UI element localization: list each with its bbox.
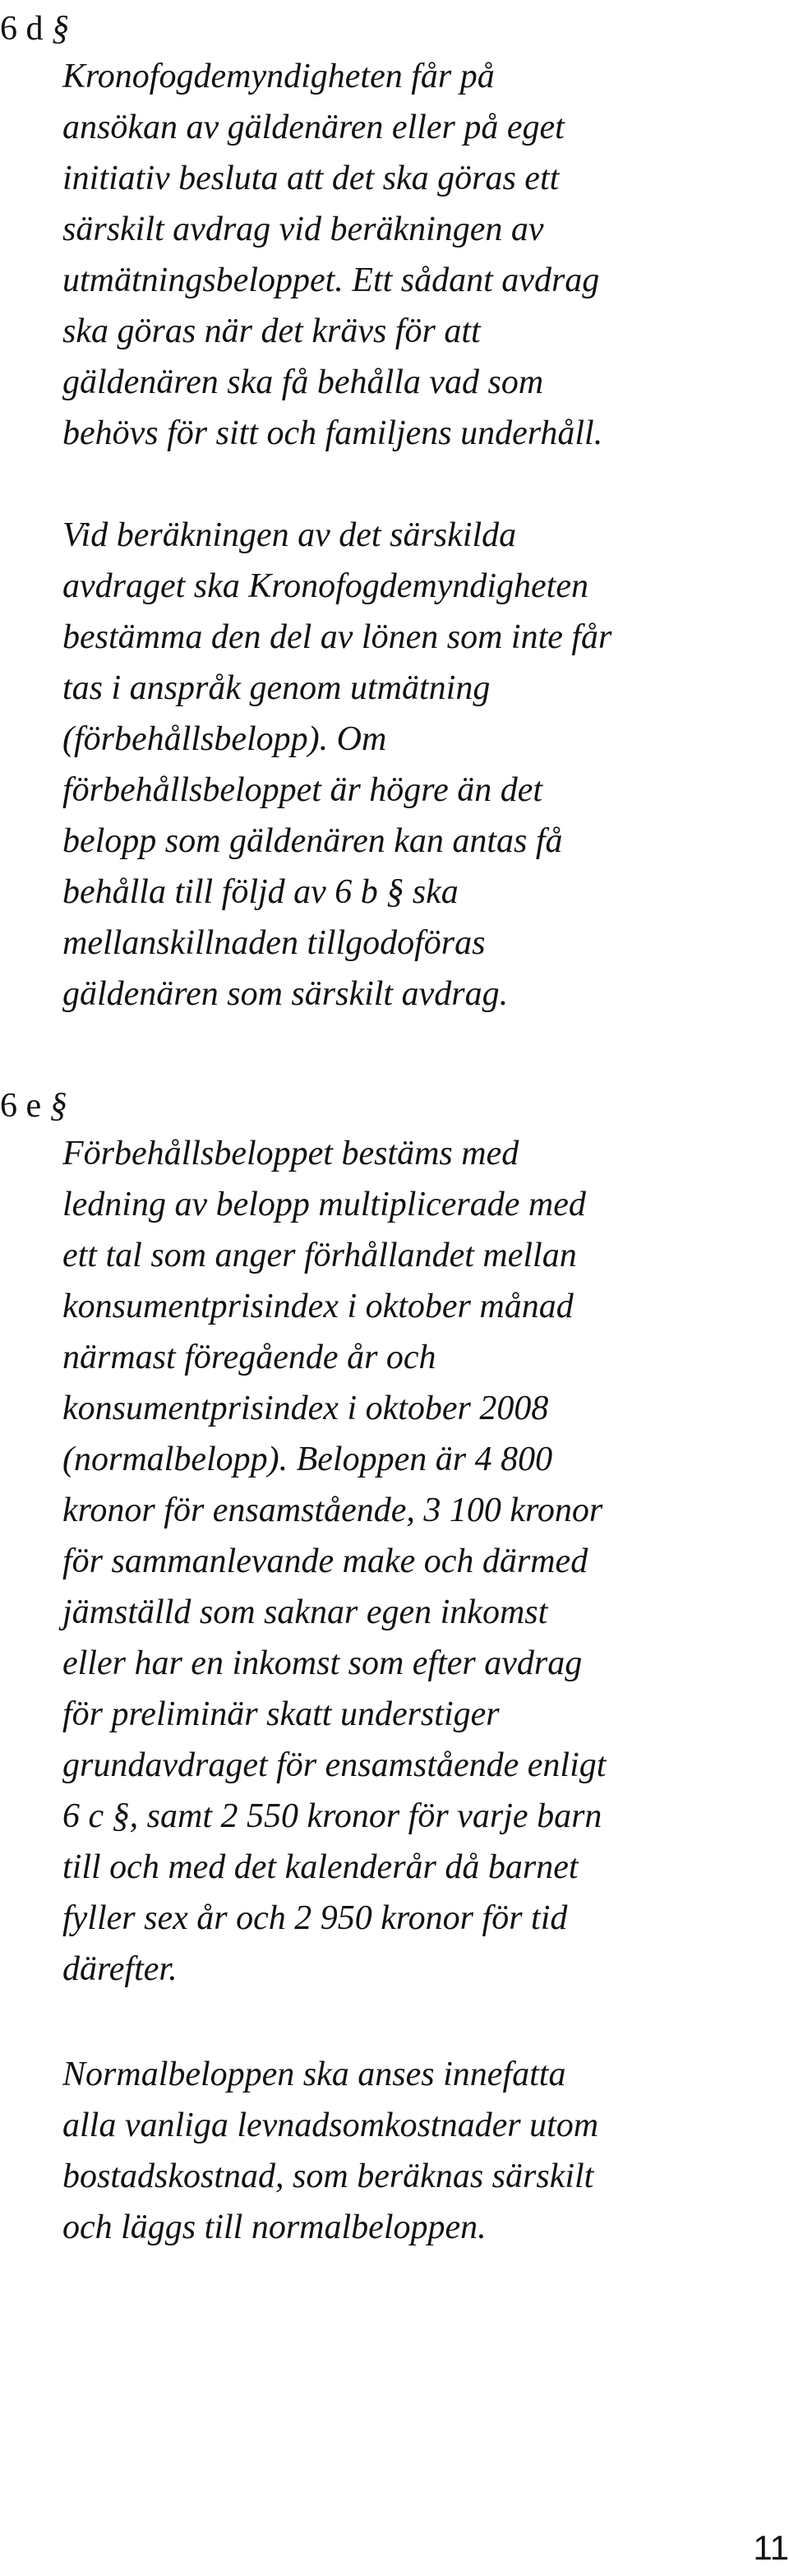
section-6d-paragraph-2: Vid beräkningen av det särskilda avdraget ska Kronofogdemyndigheten bestämma den del av lönen som inte får tas i anspråk genom utmätning (förbehållsbelopp). Om förbehållsbeloppet är högre än det belopp som gäldenären kan antas få behålla till följd av 6 b § ska mellanskillnaden tillgodoföras gäldenären som särskilt avdrag.	[62, 516, 612, 1013]
section-symbol: §	[52, 10, 69, 48]
section-6e-paragraph-2: Normalbeloppen ska anses innefatta alla vanliga levnadsomkostnader utom bostadskostnad, som beräknas särskilt och läggs till normalbeloppen.	[62, 2056, 599, 2246]
section-number: 6 e	[0, 1087, 42, 1125]
section-symbol: §	[49, 1087, 67, 1125]
section-6d-paragraph-1: Kronofogdemyndigheten får på ansökan av gäldenären eller på eget initiativ besluta att det ska göras ett särskilt avdrag vid beräkningen av utmätningsbeloppet. Ett sådant avdrag ska göras när det krävs för att gäldenären ska få behålla vad som behövs för sitt och familjens underhåll.	[62, 58, 603, 452]
section-6e-paragraph-1: Förbehållsbeloppet bestäms med ledning av belopp multiplicerade med ett tal som anger förhållandet mellan konsumentprisindex i oktober månad närmast föregående år och konsumentprisindex i oktober 2008 (normalbelopp). Beloppen är 4 800 kronor för ensamstående, 3 100 kronor för sammanlevande make och därmed jämställd som saknar egen inkomst eller har en inkomst som efter avdrag för preliminär skatt understiger grundavdraget för ensamstående enligt 6 c §, samt 2 550 kronor för varje barn till och med det kalenderår då barnet fyller sex år och 2 950 kronor för tid därefter.	[62, 1135, 607, 1988]
section-heading-6d	[0, 3, 69, 54]
section-number: 6 d	[0, 10, 44, 48]
section-heading-6e	[0, 1080, 67, 1131]
page-number: 11	[753, 2528, 789, 2567]
